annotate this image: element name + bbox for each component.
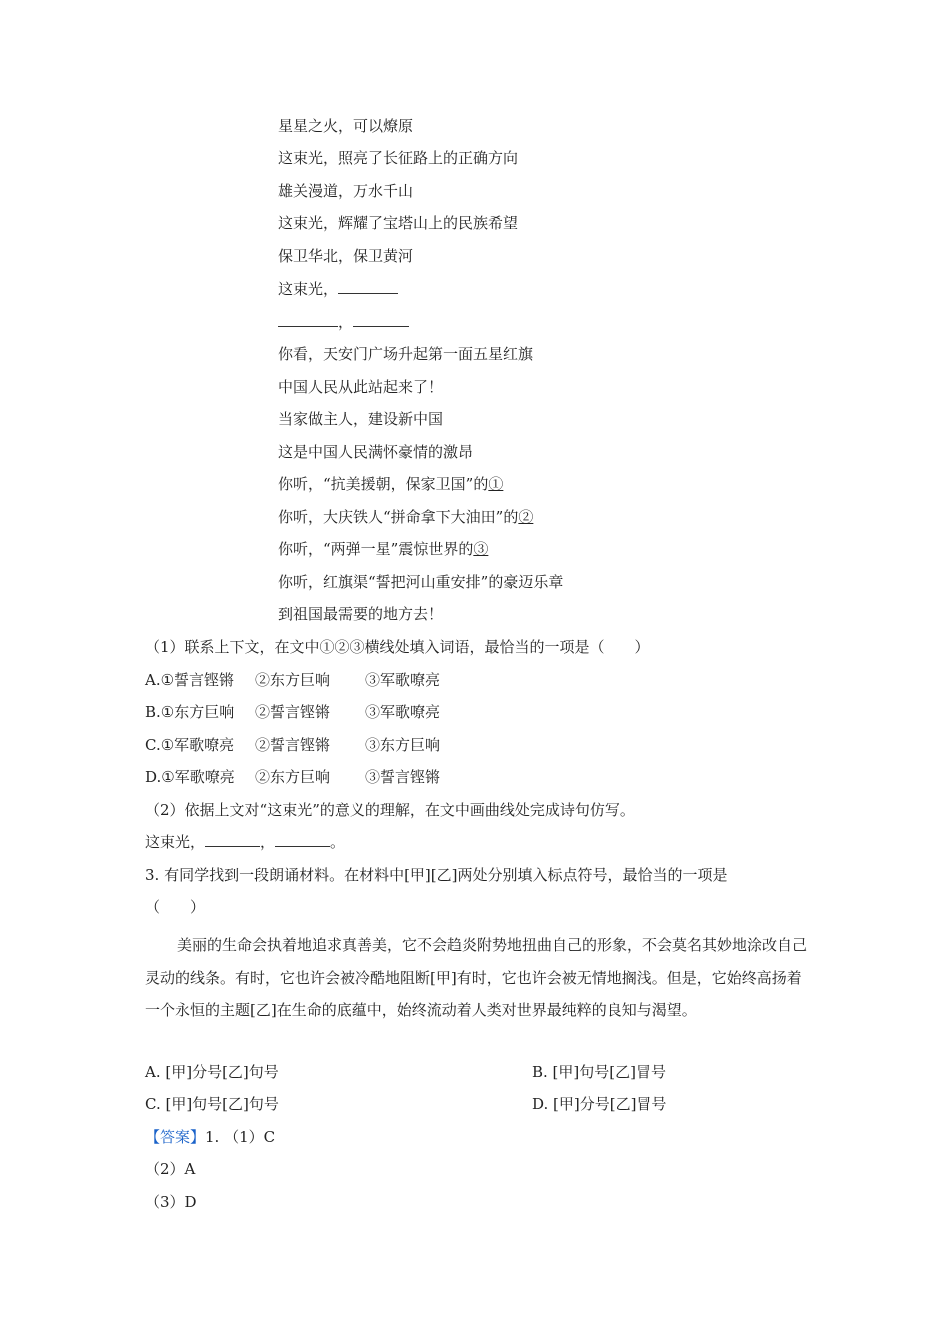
poem-line bbox=[278, 474, 503, 494]
answer-text: 1. （1）C bbox=[205, 1128, 276, 1146]
poem-line bbox=[278, 507, 533, 527]
option-part: ②誓言铿锵 bbox=[255, 703, 331, 721]
poem-text: 你听，“两弹一星”震惊世界的 bbox=[278, 540, 474, 558]
poem-line: 这束光，照亮了长征路上的正确方向 bbox=[278, 149, 519, 167]
answer-line: （2）A bbox=[145, 1160, 196, 1178]
poem-line: 当家做主人，建设新中国 bbox=[278, 410, 444, 428]
option-part: ②东方巨响 bbox=[255, 671, 331, 689]
option-d: D. [甲]分号[乙]冒号 bbox=[532, 1095, 667, 1113]
poem-line: 这是中国人民满怀豪情的激昂 bbox=[278, 443, 474, 461]
option-row bbox=[145, 735, 440, 755]
question-stem: （2）依据上文对“这束光”的意义的理解，在文中画曲线处完成诗句仿写。 bbox=[145, 801, 635, 819]
option-part: ②东方巨响 bbox=[255, 768, 331, 786]
poem-line: 星星之火，可以燎原 bbox=[278, 117, 414, 135]
option-c: C. [甲]句号[乙]句号 bbox=[145, 1095, 279, 1113]
question-stem: （1）联系上下文，在文中①②③横线处填入词语，最恰当的一项是（ ） bbox=[145, 638, 650, 656]
answer-header bbox=[145, 1127, 275, 1147]
fill-blank bbox=[275, 832, 330, 847]
poem-text: ， bbox=[338, 313, 354, 331]
option-part: ③军歌嘹亮 bbox=[365, 703, 441, 721]
option-part: ②誓言铿锵 bbox=[255, 736, 331, 754]
poem-text: 你听，“抗美援朝，保家卫国”的 bbox=[278, 475, 489, 493]
blank-marker: ① bbox=[488, 475, 504, 493]
poem-line: 这束光，辉耀了宝塔山上的民族希望 bbox=[278, 214, 519, 232]
answer-text: 。 bbox=[330, 833, 346, 851]
option-part: A.①誓言铿锵 bbox=[145, 671, 235, 689]
option-row bbox=[145, 767, 440, 787]
poem-line: 到祖国最需要的地方去！ bbox=[278, 605, 444, 623]
blank-marker: ② bbox=[518, 508, 534, 526]
fill-blank bbox=[338, 279, 398, 294]
poem-text: 你听，大庆铁人“拼命拿下大油田”的 bbox=[278, 508, 519, 526]
fill-blank bbox=[278, 312, 338, 327]
option-part: ③军歌嘹亮 bbox=[365, 671, 441, 689]
option-part: C.①军歌嘹亮 bbox=[145, 736, 235, 754]
option-row bbox=[145, 702, 440, 722]
option-a: A. [甲]分号[乙]句号 bbox=[145, 1063, 279, 1081]
reading-passage: 美丽的生命会执着地追求真善美，它不会趋炎附势地扭曲自己的形象，不会莫名其妙地涂改自己灵动的线条。有时，它也许会被冷酷地阻断[甲]有时，它也许会被无情地搁浅。但是，它始终高扬着一个永恒的主题[乙]在生命的底蕴中，始终流动着人类对世界最纯粹的良知与渴望。 bbox=[145, 936, 808, 1019]
answer-text: 这束光， bbox=[145, 833, 206, 851]
poem-line: 你看，天安门广场升起第一面五星红旗 bbox=[278, 345, 534, 363]
fill-blank bbox=[353, 312, 409, 327]
option-part: D.①军歌嘹亮 bbox=[145, 768, 235, 786]
poem-line: 雄关漫道，万水千山 bbox=[278, 182, 414, 200]
blank-marker: ③ bbox=[473, 540, 489, 558]
question-stem: 3. 有同学找到一段朗诵材料。在材料中[甲][乙]两处分别填入标点符号，最恰当的一项是 bbox=[145, 866, 728, 884]
option-part: ③东方巨响 bbox=[365, 736, 441, 754]
poem-line: 保卫华北，保卫黄河 bbox=[278, 247, 414, 265]
option-row bbox=[145, 670, 440, 690]
option-b: B. [甲]句号[乙]冒号 bbox=[532, 1063, 666, 1081]
poem-text: 这束光， bbox=[278, 280, 339, 298]
answer-tag: 【答案】 bbox=[145, 1128, 206, 1146]
answer-line: （3）D bbox=[145, 1193, 197, 1211]
option-part: B.①东方巨响 bbox=[145, 703, 235, 721]
poem-line bbox=[278, 539, 488, 559]
option-part: ③誓言铿锵 bbox=[365, 768, 441, 786]
poem-line-blank bbox=[278, 279, 398, 299]
poem-line-blank bbox=[278, 312, 409, 332]
poem-line: 中国人民从此站起来了！ bbox=[278, 378, 444, 396]
answer-line bbox=[145, 832, 345, 852]
question-stem-cont: （ ） bbox=[145, 898, 206, 916]
fill-blank bbox=[205, 832, 260, 847]
poem-line: 你听，红旗渠“誓把河山重安排”的豪迈乐章 bbox=[278, 573, 564, 591]
answer-text: ， bbox=[260, 833, 276, 851]
